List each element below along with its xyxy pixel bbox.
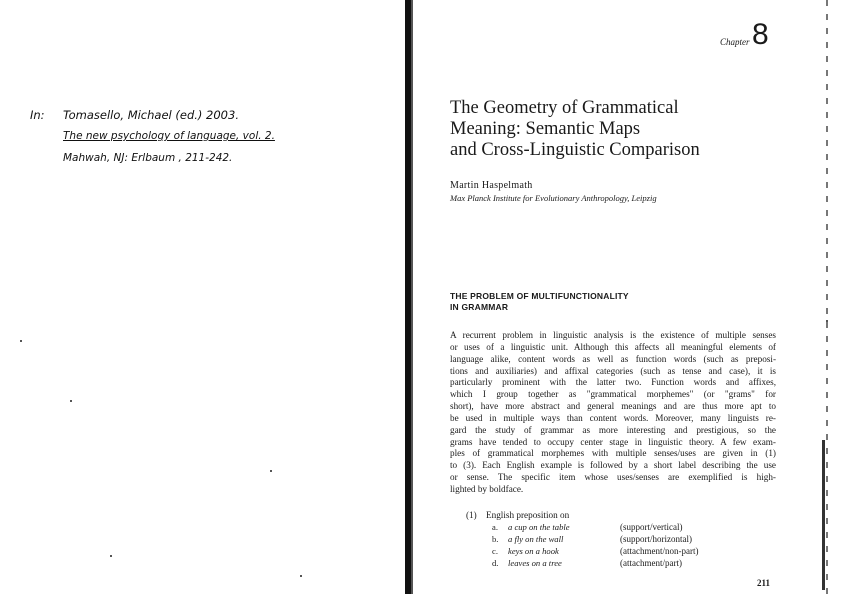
example-phrase: a cup on the table [508, 522, 570, 532]
example-letter: a. [492, 522, 498, 532]
book-spine-shadow [411, 0, 413, 594]
body-line: or sense. The specific item whose uses/senses are exemplified is high- [450, 472, 776, 483]
example-number: (1) [466, 510, 477, 520]
scan-speck [20, 340, 22, 342]
body-line: lighted by boldface. [450, 483, 524, 494]
body-line: language alike, content words as well as function words (such as preposi- [450, 353, 776, 364]
section-heading-line-2: IN GRAMMAR [450, 302, 509, 312]
example-phrase: leaves on a tree [508, 558, 562, 568]
handwritten-line-3: Mahwah, NJ: Erlbaum , 211-242. [63, 152, 233, 164]
body-line: which I group together as "grammatical morphemes" (or "grams" for [450, 389, 776, 400]
chapter-number: 8 [752, 18, 769, 51]
title-line-3: and Cross-Linguistic Comparison [450, 140, 700, 160]
example-heading: English preposition on [486, 510, 570, 520]
handwritten-line-2: The new psychology of language, vol. 2. [63, 130, 275, 142]
body-line: or uses of a linguistic unit. Although this affects all meaningful elements of [450, 341, 776, 352]
author-affiliation: Max Planck Institute for Evolutionary Anthropology, Leipzig [450, 193, 657, 203]
scan-speck [826, 320, 828, 322]
section-heading-line-1: THE PROBLEM OF MULTIFUNCTIONALITY [450, 291, 629, 301]
chapter-label: Chapter [720, 37, 750, 47]
example-item [486, 546, 559, 556]
section-heading [450, 291, 629, 313]
example-label: (attachment/part) [620, 558, 682, 568]
page-number: 211 [757, 578, 771, 588]
body-line: particularly prominent with the latter two. Function words and affixes, [450, 377, 776, 388]
body-line: short), have more abstract and general meanings and are thus more apt to [450, 401, 776, 412]
handwritten-line-1: Tomasello, Michael (ed.) 2003. [63, 108, 239, 122]
chapter-title [450, 98, 810, 161]
example-item [486, 558, 562, 568]
title-line-1: The Geometry of Grammatical [450, 98, 679, 118]
body-line: be used in multiple ways than content words. Moreover, many linguists re- [450, 412, 776, 423]
scan-speck [270, 470, 272, 472]
body-line: gard the study of grammar as more interesting and prestigious, so the [450, 424, 776, 435]
body-line: grams have tended to occupy center stage in linguistic theory. A few exam- [450, 436, 776, 447]
page-edge-dark [822, 440, 825, 590]
example-letter: d. [492, 558, 499, 568]
title-line-2: Meaning: Semantic Maps [450, 119, 641, 139]
page-edge [826, 0, 828, 594]
body-line: to (3). Each English example is followed by a short label describing the use [450, 460, 776, 471]
author-name: Martin Haspelmath [450, 180, 533, 191]
body-line: tions and auxiliaries) and affixal categories (such as tense and case), it is [450, 365, 776, 376]
example-label: (support/vertical) [620, 522, 683, 532]
example-label: (attachment/non-part) [620, 546, 699, 556]
scan-speck [70, 400, 72, 402]
example-letter: c. [492, 546, 498, 556]
example-label: (support/horizontal) [620, 534, 692, 544]
body-line: A recurrent problem in linguistic analysis is the existence of multiple senses [450, 330, 776, 340]
example-item [486, 534, 563, 544]
example-letter: b. [492, 534, 499, 544]
example-phrase: a fly on the wall [508, 534, 564, 544]
scan-speck [300, 575, 302, 577]
example-item [486, 522, 570, 532]
body-line: ples of grammatical morphemes with multiple senses/uses are given in (1) [450, 448, 776, 459]
handwritten-prefix: In: [30, 108, 45, 122]
example-phrase: keys on a hook [508, 546, 559, 556]
body-paragraph [450, 330, 776, 496]
scan-speck [110, 555, 112, 557]
